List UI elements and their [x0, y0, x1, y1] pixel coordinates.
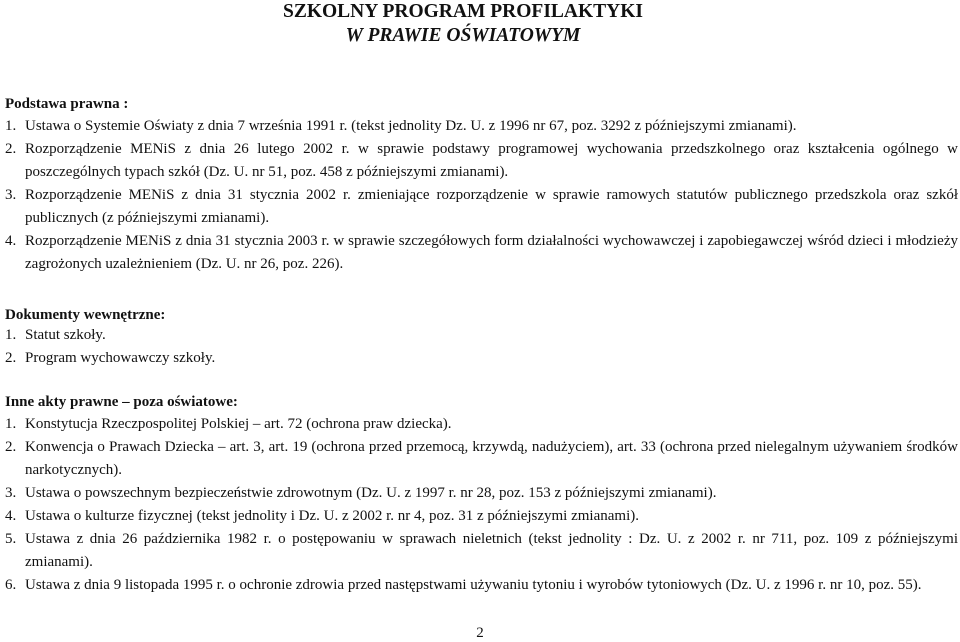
section-heading-other-legal-acts: Inne akty prawne – poza oświatowe:: [5, 394, 238, 410]
list-item-number: 2.: [5, 141, 17, 157]
list-item: [5, 230, 958, 276]
list-item: [5, 115, 958, 138]
list-item-text: Ustawa z dnia 26 października 1982 r. o postępowaniu w sprawach nieletnich (tekst jednolity : Dz. U. z 2002 r. nr 711, poz. 109 z późniejszymi zmianami).: [25, 531, 958, 570]
list-item-text: Ustawa z dnia 9 listopada 1995 r. o ochronie zdrowia przed następstwami używaniu tytoniu i wyrobów tytoniowych (Dz. U. z 1996 r. nr 10, poz. 55).: [25, 577, 922, 593]
list-item-text: Konwencja o Prawach Dziecka – art. 3, art. 19 (ochrona przed przemocą, krzywdą, nadużyciem), art. 33 (ochrona przed nielegalnym używaniem środków narkotycznych).: [25, 439, 958, 478]
list-item: [5, 413, 958, 436]
list-item-number: 1.: [5, 118, 17, 134]
section-heading-legal-basis: Podstawa prawna :: [5, 96, 129, 112]
list-item: [5, 324, 958, 347]
section-heading-internal-documents: Dokumenty wewnętrzne:: [5, 307, 166, 323]
internal-documents-list: [5, 324, 958, 370]
list-item-text: Konstytucja Rzeczpospolitej Polskiej – art. 72 (ochrona praw dziecka).: [25, 416, 452, 432]
list-item: [5, 505, 958, 528]
list-item-text: Rozporządzenie MENiS z dnia 31 stycznia 2002 r. zmieniające rozporządzenie w sprawie ramowych statutów publicznego przedszkola oraz szkół publicznych (z późniejszymi zmianami).: [25, 187, 958, 226]
list-item-number: 6.: [5, 577, 17, 593]
list-item: [5, 482, 958, 505]
list-item-text: Ustawa o kulturze fizycznej (tekst jednolity i Dz. U. z 2002 r. nr 4, poz. 31 z późniejszymi zmianami).: [25, 508, 639, 524]
list-item: [5, 138, 958, 184]
list-item-text: Rozporządzenie MENiS z dnia 31 stycznia 2003 r. w sprawie szczegółowych form działalności wychowawczej i zapobiegawczej wśród dzieci i młodzieży zagrożonych uzależnieniem (Dz. U. nr 26, poz. 226).: [25, 233, 958, 272]
list-item-text: Program wychowawczy szkoły.: [25, 350, 216, 366]
list-item-number: 4.: [5, 233, 17, 249]
document-title: [0, 0, 960, 48]
other-legal-acts-list: [5, 413, 958, 597]
list-item-number: 4.: [5, 508, 17, 524]
list-item-number: 3.: [5, 485, 17, 501]
list-item-number: 3.: [5, 187, 17, 203]
title-line-1: SZKOLNY PROGRAM PROFILAKTYKI: [282, 1, 644, 22]
list-item-number: 1.: [5, 327, 17, 343]
legal-basis-list: [5, 115, 958, 276]
list-item-number: 2.: [5, 350, 17, 366]
list-item-text: Statut szkoły.: [25, 327, 106, 343]
list-item: [5, 574, 958, 597]
title-line-2: W PRAWIE OŚWIATOWYM: [345, 25, 581, 46]
list-item-text: Rozporządzenie MENiS z dnia 26 lutego 2002 r. w sprawie podstawy programowej wychowania przedszkolnego oraz kształcenia ogólnego w poszczególnych typach szkół (Dz. U. nr 51, poz. 458 z późniejszymi zmianami).: [25, 141, 958, 180]
list-item-number: 1.: [5, 416, 17, 432]
page-number: 2: [476, 625, 484, 641]
list-item: [5, 184, 958, 230]
list-item-text: Ustawa o powszechnym bezpieczeństwie zdrowotnym (Dz. U. z 1997 r. nr 28, poz. 153 z późniejszymi zmianami).: [25, 485, 717, 501]
list-item: [5, 347, 958, 370]
list-item: [5, 436, 958, 482]
list-item-text: Ustawa o Systemie Oświaty z dnia 7 września 1991 r. (tekst jednolity Dz. U. z 1996 nr 67, poz. 3292 z późniejszymi zmianami).: [25, 118, 797, 134]
list-item-number: 2.: [5, 439, 17, 455]
list-item: [5, 528, 958, 574]
list-item-number: 5.: [5, 531, 17, 547]
